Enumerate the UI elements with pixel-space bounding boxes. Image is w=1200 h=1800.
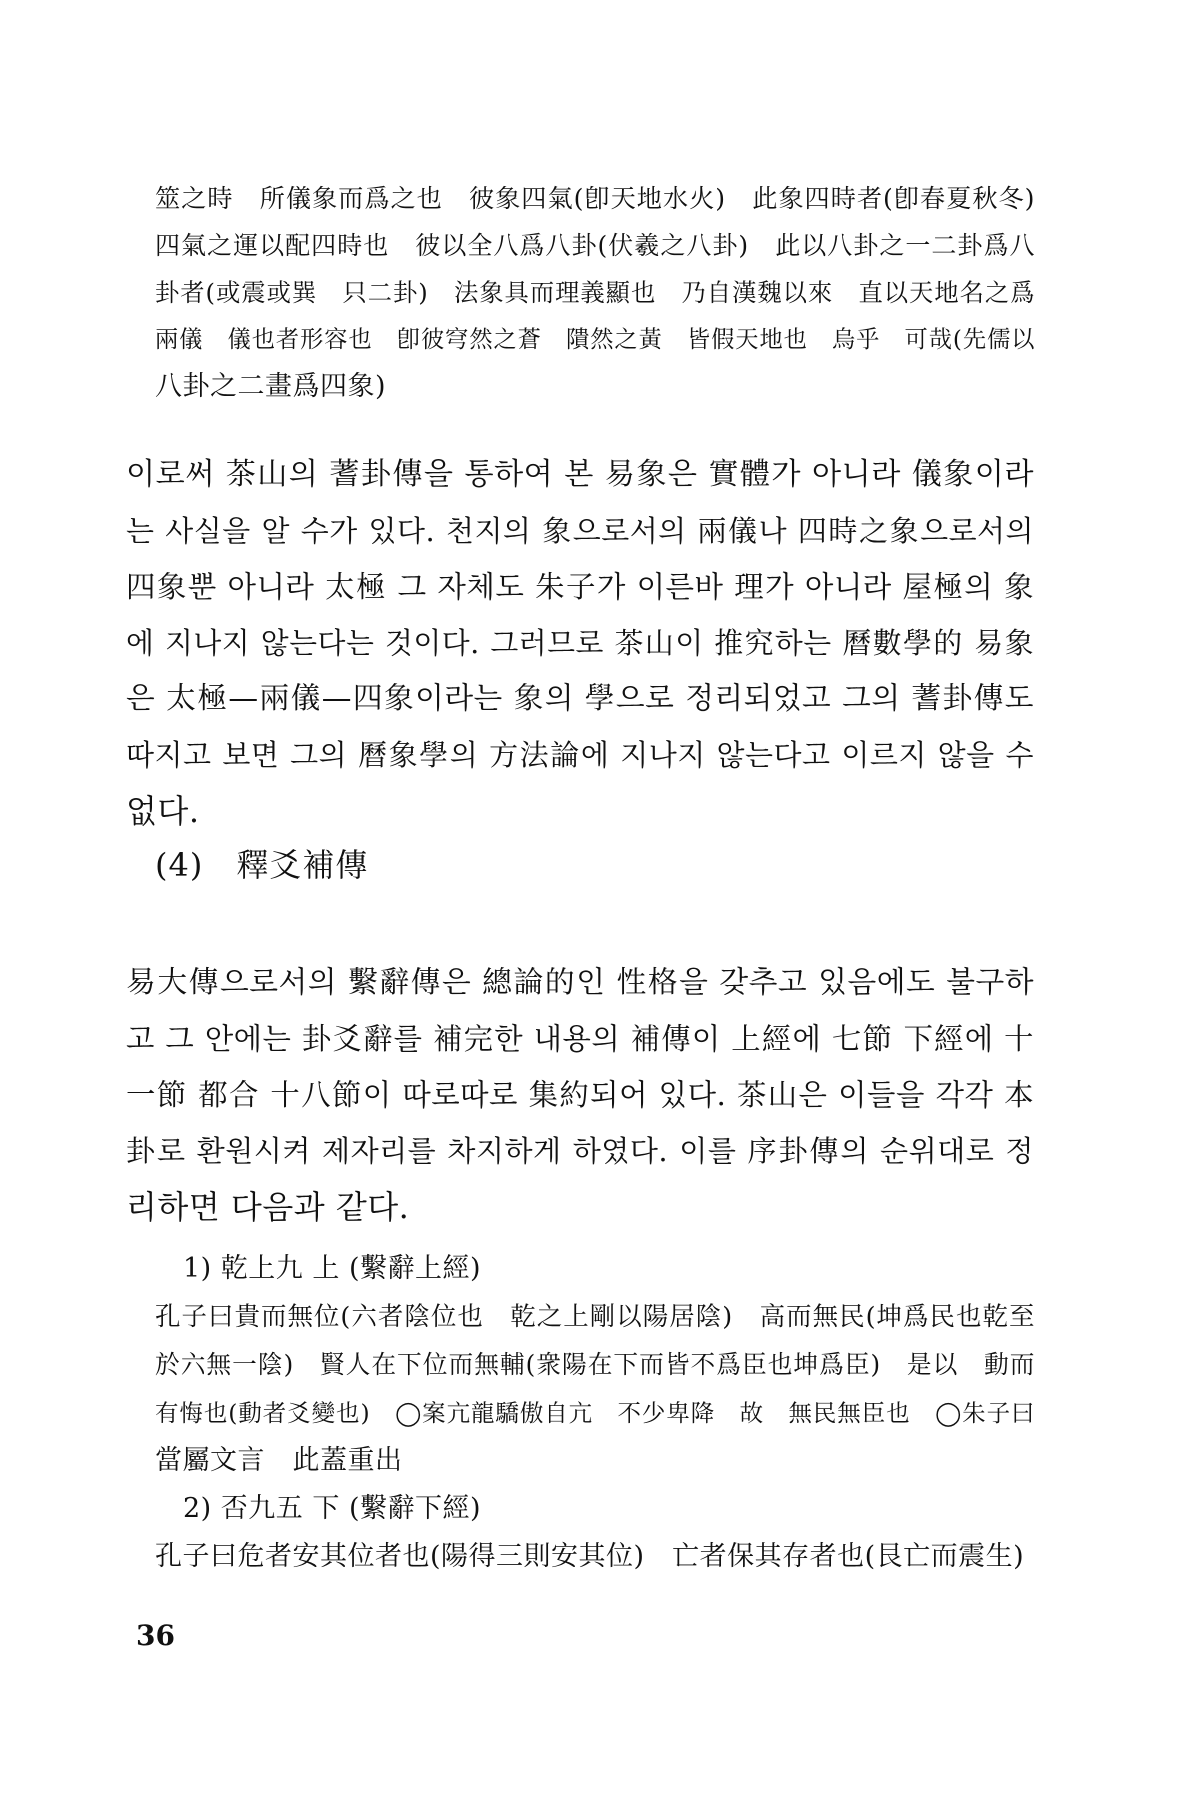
paragraph-line: 四象뿐 아니라 太極 그 자체도 朱子가 이른바 理가 아니라 屋極의 象 [126, 570, 1034, 604]
body-paragraph-1 [126, 447, 1034, 839]
paragraph-line: 리하면 다음과 같다. [126, 1188, 410, 1226]
item-line: 當屬文言 此蓋重出 [155, 1445, 403, 1476]
item-line: 於六無一陰) 賢人在下位而無輔(衆陽在下而皆不爲臣也坤爲臣) 是以 動而 [155, 1350, 1035, 1379]
item-line: 孔子曰貴而無位(六者陰位也 乾之上剛以陽居陰) 高而無民(坤爲民也乾至 [155, 1302, 1035, 1332]
paragraph-line: 이로써 茶山의 蓍卦傳을 통하여 본 易象은 實體가 아니라 儀象이라 [126, 457, 1034, 492]
paragraph-line: 따지고 보면 그의 曆象學의 方法論에 지나지 않는다고 이르지 않을 수 [126, 738, 1034, 772]
paragraph-line: 는 사실을 알 수가 있다. 천지의 象으로서의 兩儀나 四時之象으로서의 [126, 514, 1034, 548]
paragraph-line: 卦로 환원시켜 제자리를 차지하게 하였다. 이를 序卦傳의 순위대로 정 [126, 1134, 1034, 1168]
paragraph-line: 에 지나지 않는다는 것이다. 그러므로 茶山이 推究하는 曆數學的 易象 [126, 626, 1034, 660]
item-line: 孔子曰危者安其位者也(陽得三則安其位) 亡者保其存者也(艮亡而震生) [155, 1541, 1025, 1572]
paragraph-line: 易大傳으로서의 繫辭傳은 總論的인 性格을 갖추고 있음에도 불구하 [126, 965, 1034, 1000]
quote-line: 八卦之二畫爲四象) [155, 371, 387, 402]
classical-chinese-quote [155, 175, 1035, 410]
paragraph-line: 없다. [126, 792, 200, 830]
item-line: 有悔也(動者爻變也) ◯案亢龍驕傲自亢 不少卑降 故 無民無臣也 ◯朱子曰 [155, 1399, 1035, 1427]
quote-line: 兩儀 儀也者形容也 卽彼穹然之蒼 隤然之黃 皆假天地也 烏乎 可哉(先儒以 [155, 326, 1035, 353]
item-title: 2) 否九五 下 (繫辭下經) [183, 1493, 482, 1524]
item-list [155, 1245, 1035, 1581]
paragraph-line: 一節 都合 十八節이 따로따로 集約되어 있다. 茶山은 이들을 각각 本 [126, 1078, 1034, 1112]
item-title: 1) 乾上九 上 (繫辭上經) [183, 1253, 482, 1284]
section-heading: (4) 釋爻補傳 [155, 846, 369, 884]
quote-line: 筮之時 所儀象而爲之也 彼象四氣(卽天地水火) 此象四時者(卽春夏秋冬) [155, 184, 1035, 213]
page-number: 36 [136, 1619, 175, 1652]
quote-line: 四氣之運以配四時也 彼以全八爲八卦(伏羲之八卦) 此以八卦之一二卦爲八 [155, 231, 1035, 260]
paragraph-line: 은 太極—兩儀—四象이라는 象의 學으로 정리되었고 그의 蓍卦傳도 [126, 681, 1034, 716]
quote-line: 卦者(或震或巽 只二卦) 法象具而理義顯也 乃自漢魏以來 直以天地名之爲 [155, 278, 1035, 307]
body-paragraph-2 [126, 955, 1034, 1235]
paragraph-line: 고 그 안에는 卦爻辭를 補完한 내용의 補傳이 上經에 七節 下經에 十 [126, 1022, 1034, 1056]
